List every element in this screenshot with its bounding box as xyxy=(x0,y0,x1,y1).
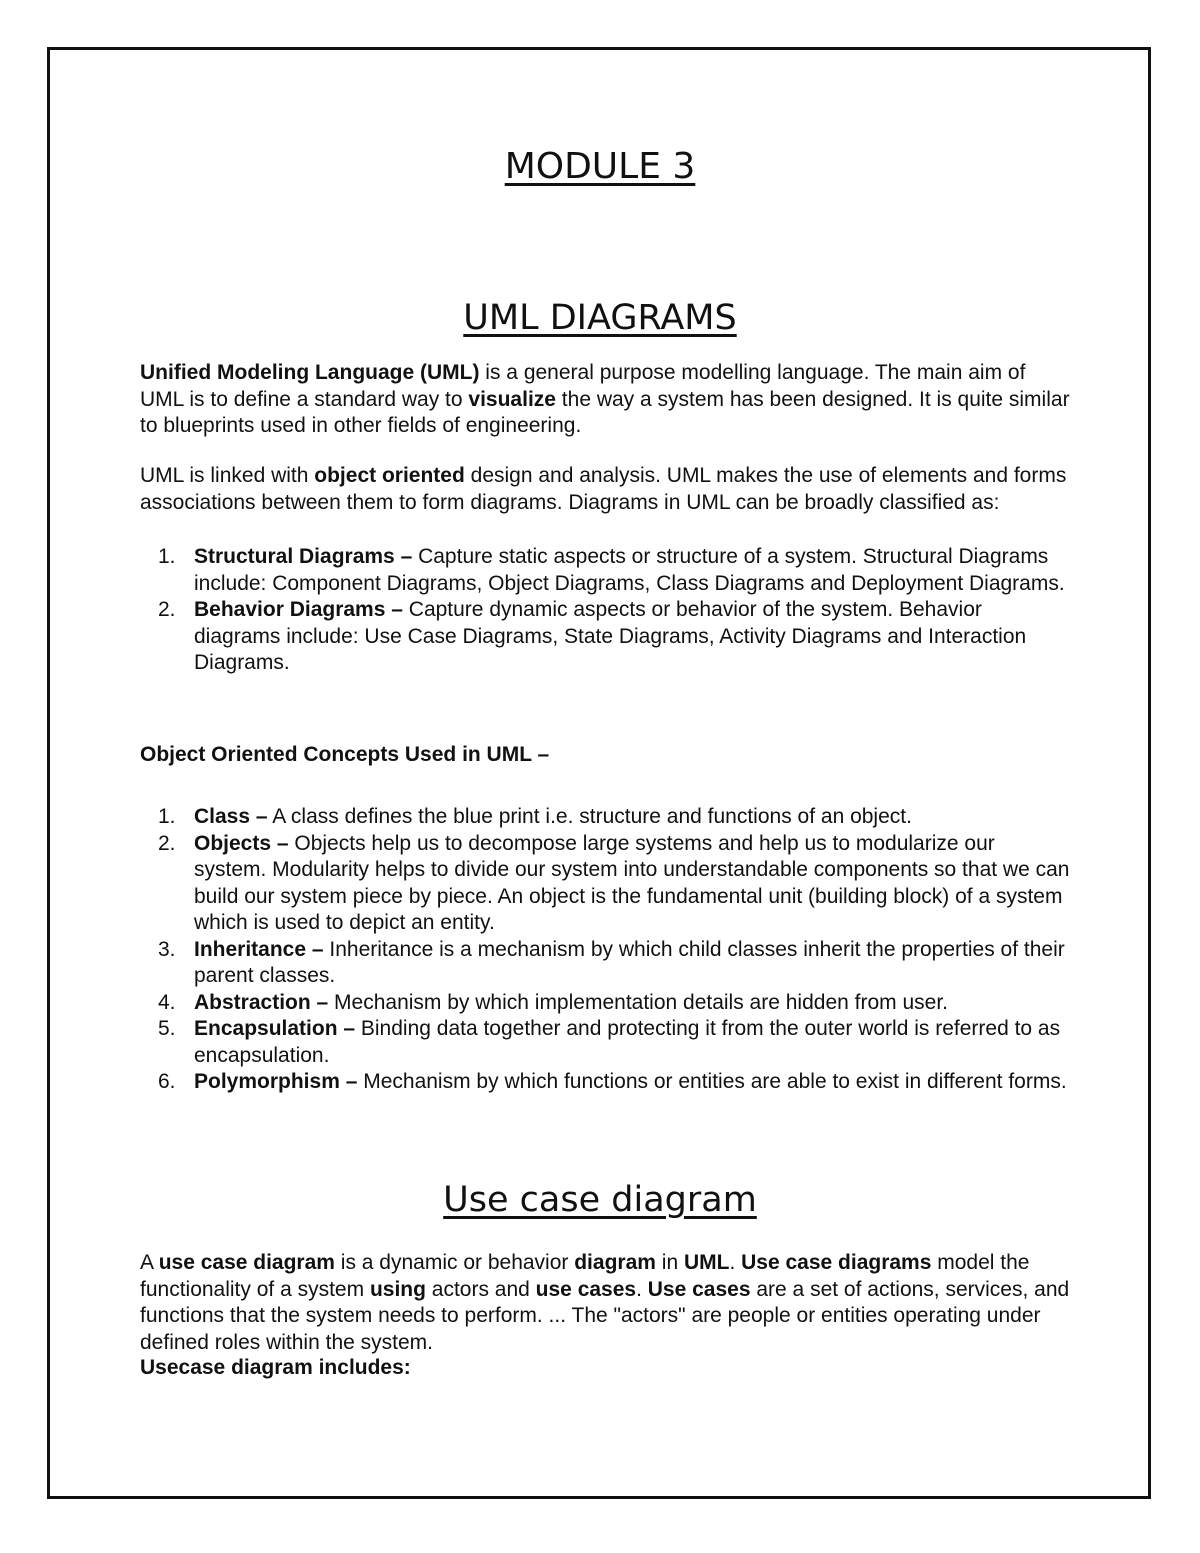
list-text: Capture dynamic aspects or behavior of the system. Behavior diagrams include: Use Case Diagrams, State Diagrams, Activity Diagrams and Interaction Diagrams. xyxy=(194,598,1027,674)
uml-linked-text: UML is linked with xyxy=(140,464,315,487)
list-number: 1. xyxy=(158,805,176,828)
list-text: Mechanism by which functions or entities are able to exist in different forms. xyxy=(357,1070,1067,1093)
text-run: . xyxy=(636,1277,648,1301)
list-term: Class – xyxy=(194,805,268,828)
text-run: are a set of actions, services, and functions that the system needs to perform. ... The "actors" are people or entities operating under defined roles within the system. xyxy=(140,1277,1070,1354)
list-number: 2. xyxy=(158,831,176,855)
use-case-heading: Use case diagram xyxy=(443,1180,757,1220)
list-text: Objects help us to decompose large systems and help us to modularize our system. Modularity helps to divide our system into understandable components so that we can build our system piece by piece. An object is the fundamental unit (building block) of a system which is used to depict an entity. xyxy=(194,831,1070,934)
list-number: 3. xyxy=(158,937,176,961)
bold-run: UML xyxy=(683,1251,730,1274)
module-title: MODULE 3 xyxy=(504,146,696,187)
text-run: is a dynamic or behavior xyxy=(334,1251,575,1274)
list-number: 2. xyxy=(158,598,176,621)
list-text: A class defines the blue print i.e. structure and functions of an object. xyxy=(267,805,912,828)
text-run: A xyxy=(140,1251,159,1274)
uml-diagrams-heading: UML DIAGRAMS xyxy=(463,298,737,338)
bold-run: use case diagram xyxy=(158,1251,335,1274)
uml-term: Unified Modeling Language (UML) xyxy=(140,361,480,384)
uml-linked-text-end: design and analysis. UML makes the use of elements and forms associations between them to form diagrams. Diagrams in UML can be broadly classified as: xyxy=(140,464,1067,514)
bold-run: using xyxy=(369,1277,426,1301)
bold-run: Use cases xyxy=(647,1277,751,1301)
list-item xyxy=(140,1069,1070,1096)
oop-concepts-list xyxy=(140,804,1070,1096)
text-run: actors and xyxy=(425,1277,536,1301)
text-run: model the functionality of a system xyxy=(140,1251,1030,1301)
uml-intro-text: is a general purpose modelling language. The main aim of UML is to define a standard way to xyxy=(140,361,1026,411)
list-term: Behavior Diagrams – xyxy=(194,598,403,621)
list-item xyxy=(140,990,1070,1017)
list-term: Polymorphism – xyxy=(194,1070,358,1093)
list-item xyxy=(140,937,1070,990)
list-item xyxy=(140,1016,1070,1069)
use-case-paragraph xyxy=(140,1250,1070,1356)
list-text: Capture static aspects or structure of a system. Structural Diagrams include: Component Diagrams, Object Diagrams, Class Diagrams and Deployment Diagrams. xyxy=(194,545,1065,595)
list-text: Binding data together and protecting it from the outer world is referred to as encapsulation. xyxy=(194,1017,1061,1067)
object-oriented-term: object oriented xyxy=(314,464,465,487)
oop-concepts-heading: Object Oriented Concepts Used in UML – xyxy=(140,743,550,766)
uml-intro-text-end: the way a system has been designed. It is quite similar to blueprints used in other fields of engineering. xyxy=(140,387,1070,437)
diagram-types-list xyxy=(140,544,1070,677)
list-item xyxy=(140,544,1070,597)
list-text: Mechanism by which implementation details are hidden from user. xyxy=(328,990,949,1014)
visualize-term: visualize xyxy=(468,387,556,411)
uml-intro-paragraph xyxy=(140,360,1070,440)
list-text: Inheritance is a mechanism by which child classes inherit the properties of their parent classes. xyxy=(194,937,1065,987)
text-run: . xyxy=(729,1251,742,1274)
list-term: Abstraction – xyxy=(194,990,329,1014)
list-item xyxy=(140,597,1070,677)
list-number: 1. xyxy=(158,545,176,568)
bold-run: Use case diagrams xyxy=(741,1251,932,1274)
text-run: in xyxy=(655,1251,684,1274)
bold-run: use cases xyxy=(535,1277,637,1301)
list-term: Encapsulation – xyxy=(194,1017,356,1040)
list-number: 6. xyxy=(158,1070,176,1093)
list-number: 5. xyxy=(158,1017,176,1040)
list-number: 4. xyxy=(158,990,176,1014)
use-case-includes-label: Usecase diagram includes: xyxy=(140,1356,411,1379)
list-item xyxy=(140,804,1070,831)
list-term: Inheritance – xyxy=(194,937,324,961)
uml-linked-paragraph xyxy=(140,463,1070,516)
list-term: Structural Diagrams – xyxy=(194,545,413,568)
list-item xyxy=(140,831,1070,937)
bold-run: diagram xyxy=(574,1251,656,1274)
list-term: Objects – xyxy=(194,831,289,855)
